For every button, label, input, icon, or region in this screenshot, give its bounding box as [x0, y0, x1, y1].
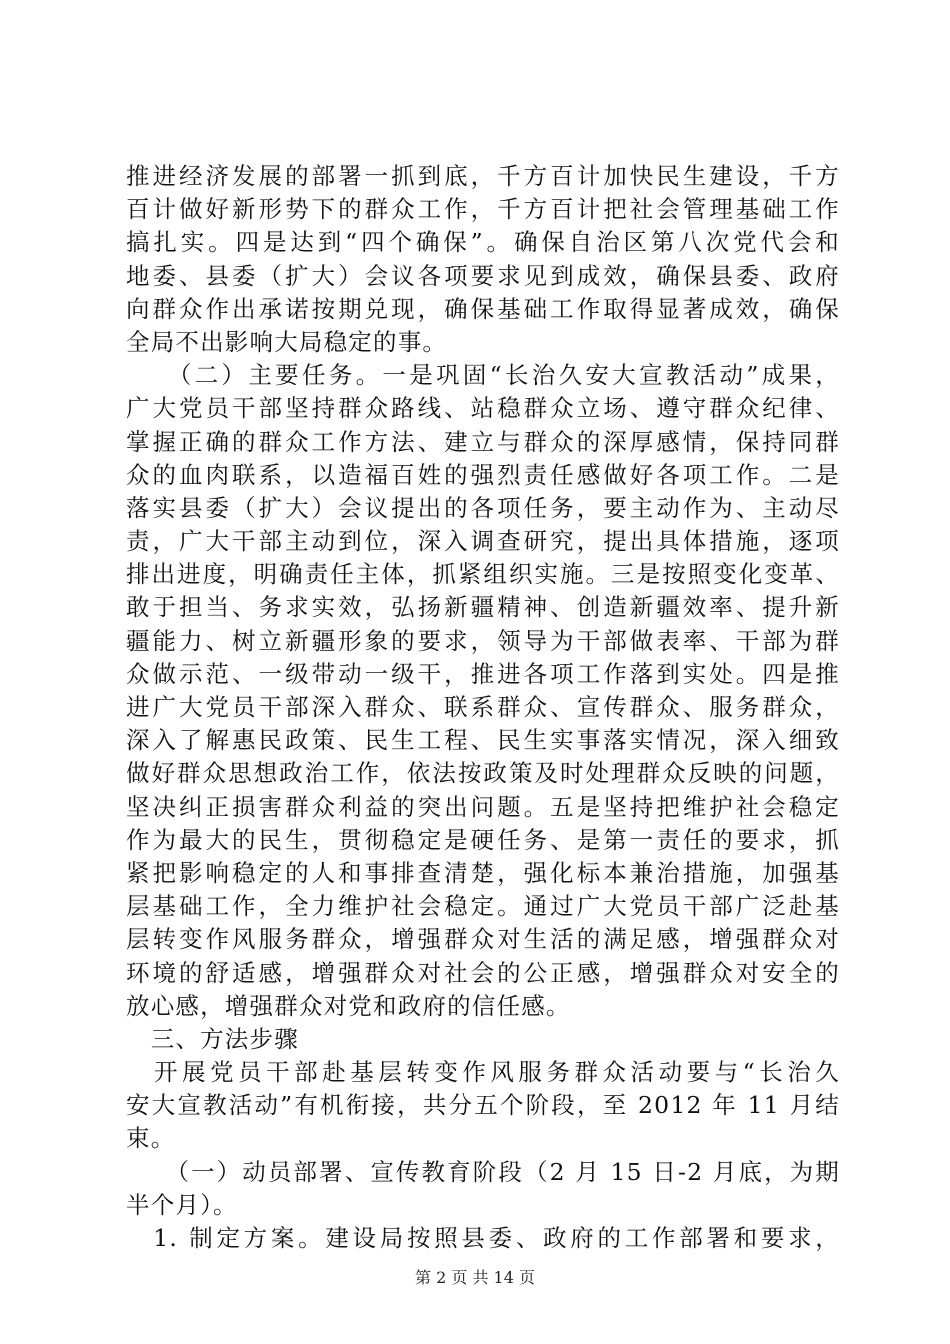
text-line: 坚决纠正损害群众利益的突出问题。五是坚持把维护社会稳定 [126, 792, 840, 821]
text-line: 环境的舒适感，增强群众对社会的公正感，增强群众对安全的 [126, 958, 840, 987]
text-line: 推进经济发展的部署一抓到底，千方百计加快民生建设，千方 [126, 162, 840, 190]
text-line: 疆能力、树立新疆形象的要求，领导为干部做表率、干部为群 [126, 626, 840, 655]
text-line: 掌握正确的群众工作方法、建立与群众的深厚感情，保持同群 [126, 427, 840, 456]
text-line: 1. 制定方案。建设局按照县委、政府的工作部署和要求， [126, 1224, 840, 1252]
text-line: 作为最大的民生，贯彻稳定是硬任务、是第一责任的要求，抓 [126, 825, 840, 854]
text-line: 广大党员干部坚持群众路线、站稳群众立场、遵守群众纪律、 [126, 394, 840, 423]
text-line: 责，广大干部主动到位，深入调查研究，提出具体措施，逐项 [126, 527, 840, 556]
text-line: 全局不出影响大局稳定的事。 [126, 327, 448, 356]
text-line: 众做示范、一级带动一级干，推进各项工作落到实处。四是推 [126, 659, 840, 688]
document-body [126, 160, 840, 1255]
text-line: 深入了解惠民政策、民生工程、民生实事落实情况，深入细致 [126, 726, 840, 755]
text-line: 三、方法步骤 [126, 1024, 299, 1053]
text-line: 安大宣教活动”有机衔接，共分五个阶段，至 2012 年 11 月结 [126, 1091, 840, 1120]
text-line: （二）主要任务。一是巩固“长治久安大宣教活动”成果， [126, 361, 840, 390]
text-line: 向群众作出承诺按期兑现，确保基础工作取得显著成效，确保 [126, 294, 840, 323]
page-footer: 第 2 页 共 14 页 [415, 1268, 535, 1287]
text-line: 束。 [126, 1124, 176, 1153]
text-line: 紧把影响稳定的人和事排查清楚，强化标本兼治措施，加强基 [126, 858, 840, 887]
text-line: 地委、县委（扩大）会议各项要求见到成效，确保县委、政府 [126, 261, 840, 290]
text-line: 做好群众思想政治工作，依法按政策及时处理群众反映的问题， [126, 759, 840, 788]
text-line: 放心感，增强群众对党和政府的信任感。 [126, 991, 571, 1020]
text-line: 敢于担当、务求实效，弘扬新疆精神、创造新疆效率、提升新 [126, 593, 840, 622]
text-line: 层转变作风服务群众，增强群众对生活的满足感，增强群众对 [126, 925, 840, 954]
text-line: 众的血肉联系，以造福百姓的强烈责任感做好各项工作。二是 [126, 460, 840, 489]
text-line: 落实县委（扩大）会议提出的各项任务，要主动作为、主动尽 [126, 493, 840, 522]
text-line: 层基础工作，全力维护社会稳定。通过广大党员干部广泛赴基 [126, 892, 840, 921]
text-line: 开展党员干部赴基层转变作风服务群众活动要与“长治久 [126, 1058, 840, 1087]
text-line: 百计做好新形势下的群众工作，千方百计把社会管理基础工作 [126, 195, 840, 224]
text-line: 排出进度，明确责任主体，抓紧组织实施。三是按照变化变革、 [126, 560, 840, 589]
text-line: 搞扎实。四是达到“四个确保”。确保自治区第八次党代会和 [126, 228, 840, 257]
text-line: （一）动员部署、宣传教育阶段（2 月 15 日-2 月底，为期 [126, 1157, 840, 1186]
text-line: 进广大党员干部深入群众、联系群众、宣传群众、服务群众， [126, 693, 840, 721]
text-line: 半个月）。 [126, 1190, 238, 1219]
